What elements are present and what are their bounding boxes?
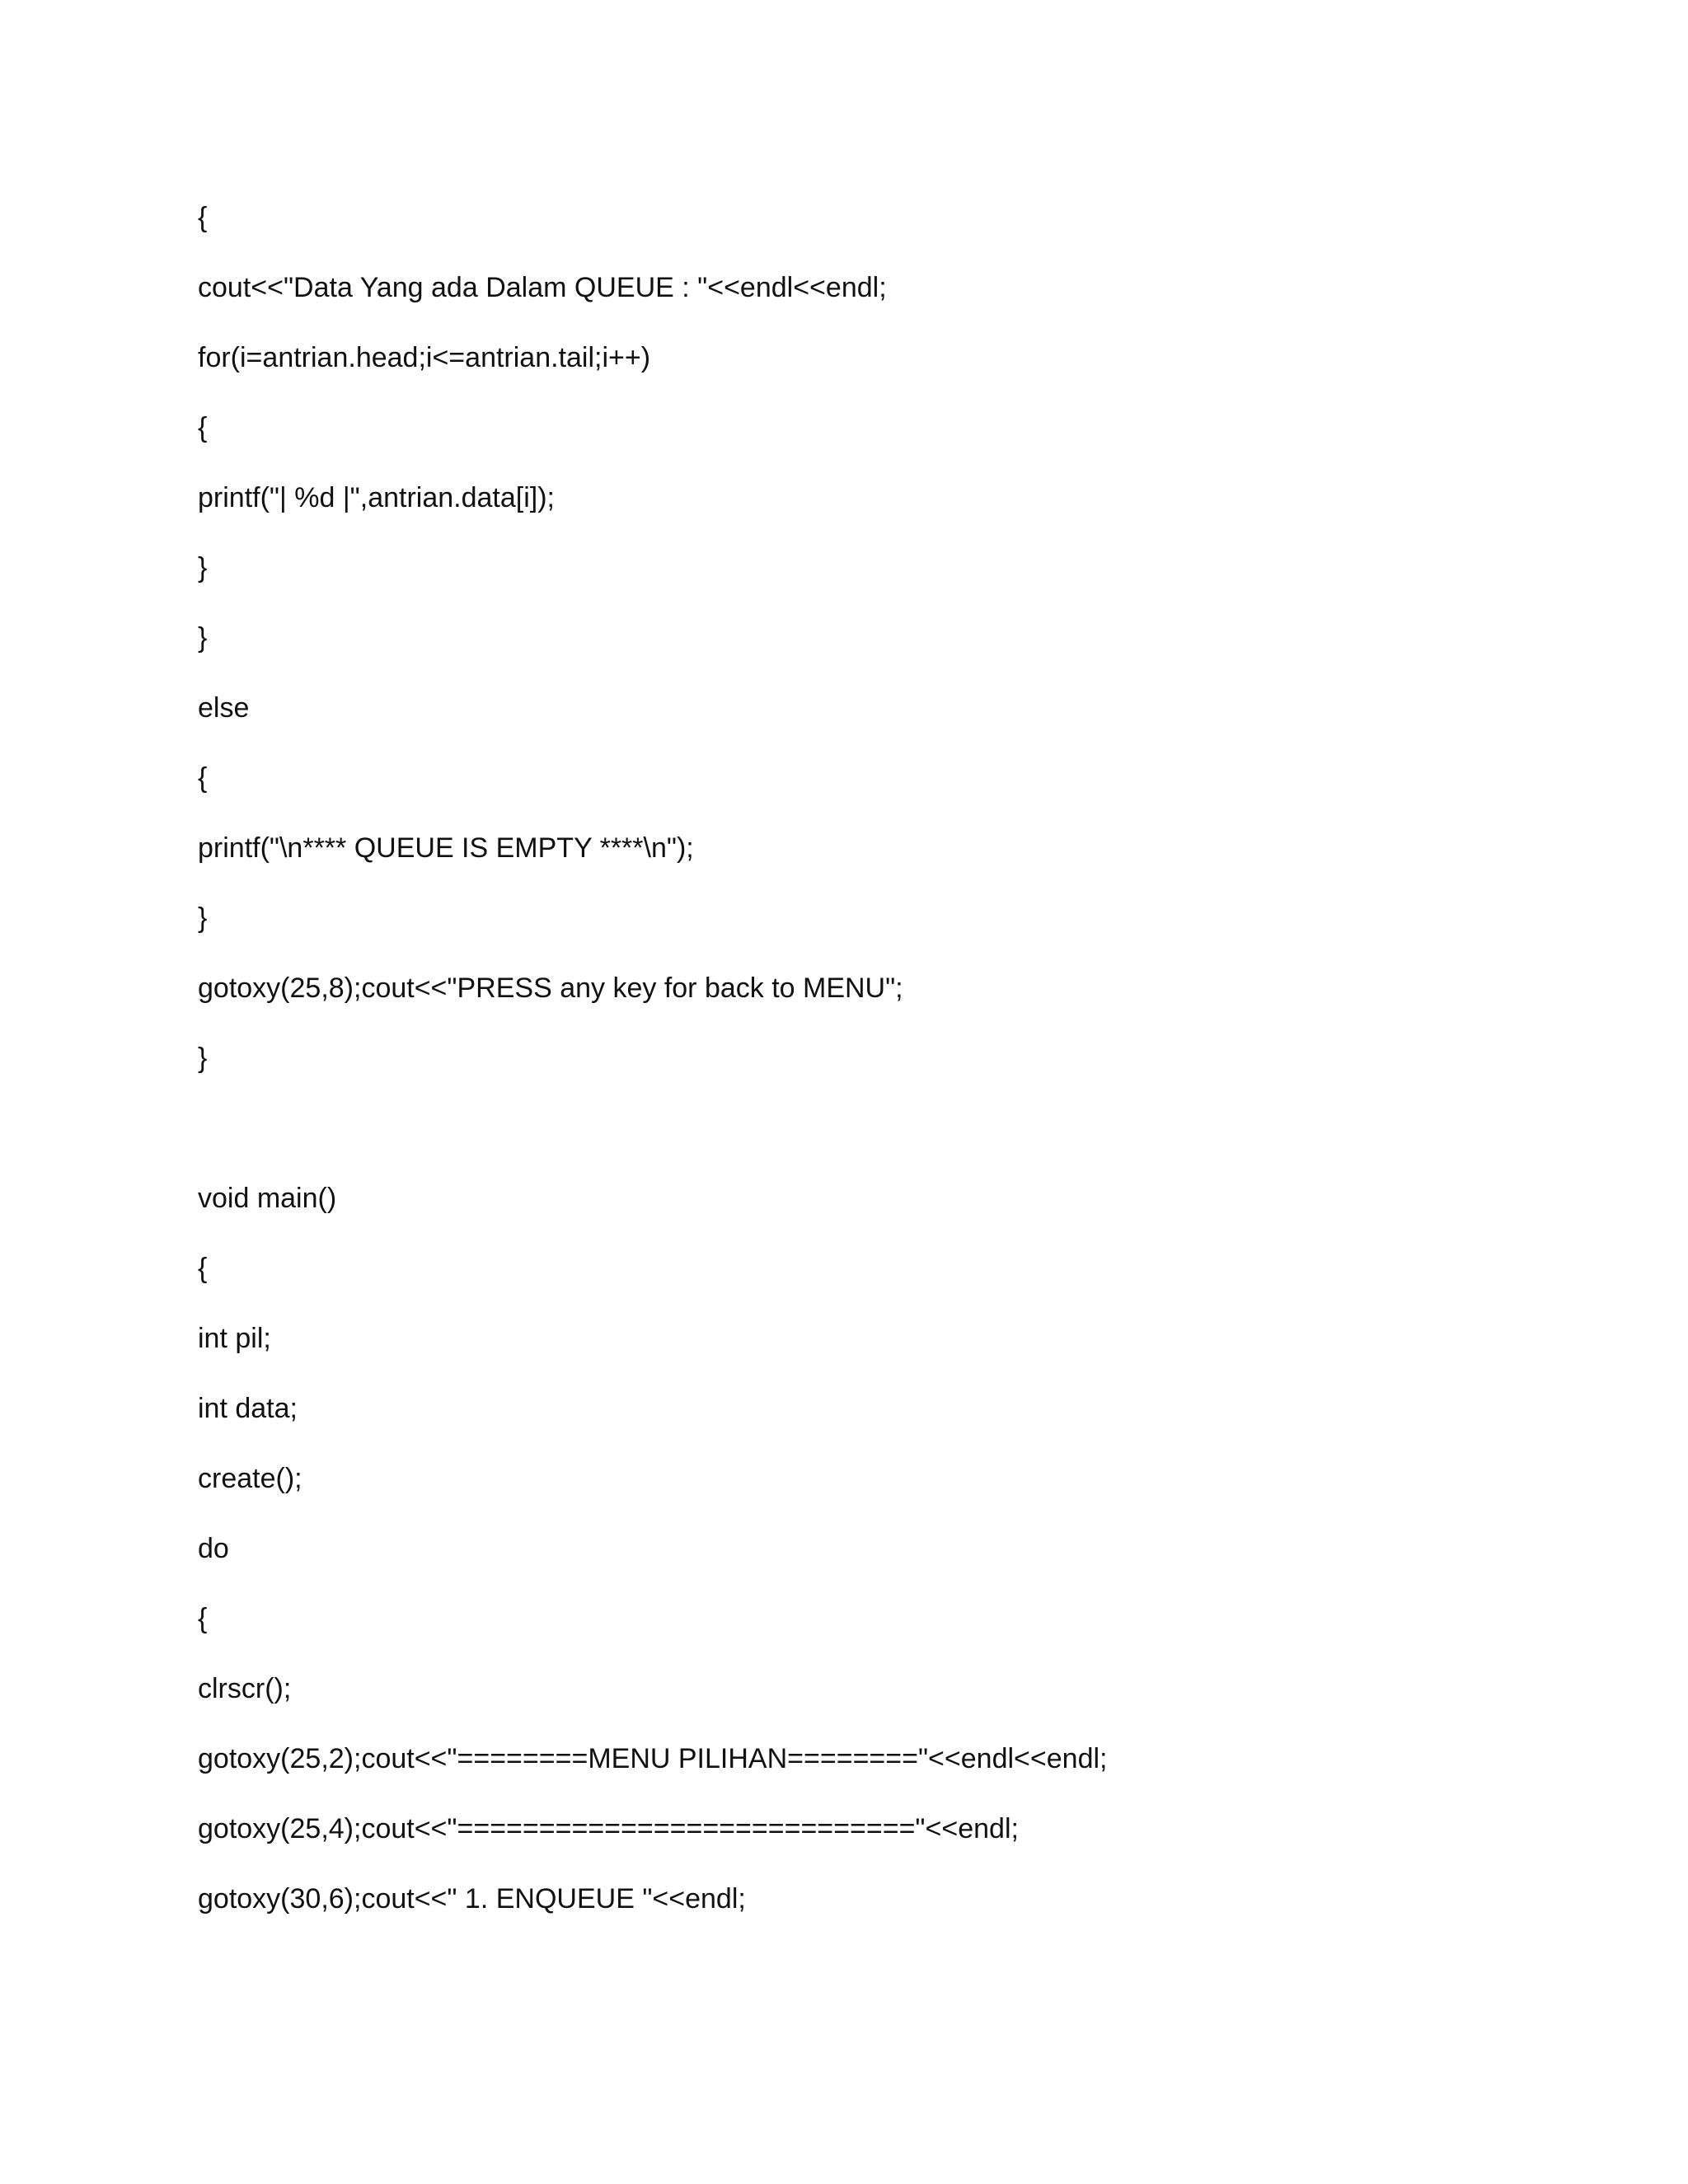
- code-line: {: [198, 202, 208, 233]
- code-line: gotoxy(30,6);cout<<" 1. ENQUEUE "<<endl;: [198, 1883, 746, 1915]
- blank-line: [198, 1102, 1517, 1172]
- code-line: printf("| %d |",antrian.data[i]);: [198, 482, 555, 513]
- code-line: for(i=antrian.head;i<=antrian.tail;i++): [198, 342, 651, 373]
- code-line: }: [198, 552, 208, 583]
- code-line: }: [198, 902, 208, 934]
- code-line: {: [198, 412, 208, 443]
- code-line: int pil;: [198, 1323, 271, 1354]
- code-line: gotoxy(25,2);cout<<"========MENU PILIHAN========"<<endl<<endl;: [198, 1743, 1108, 1774]
- code-line: }: [198, 622, 208, 654]
- code-line: int data;: [198, 1393, 298, 1424]
- code-line: }: [198, 1043, 208, 1074]
- code-line: {: [198, 1603, 208, 1634]
- code-line: void main(): [198, 1183, 337, 1214]
- code-line: cout<<"Data Yang ada Dalam QUEUE : "<<endl<<endl;: [198, 272, 887, 303]
- code-line: gotoxy(25,4);cout<<"============================"<<endl;: [198, 1813, 1019, 1844]
- code-line: {: [198, 1253, 208, 1284]
- code-line: gotoxy(25,8);cout<<"PRESS any key for back to MENU";: [198, 972, 903, 1004]
- code-line: clrscr();: [198, 1673, 292, 1704]
- code-line: printf("\n**** QUEUE IS EMPTY ****\n");: [198, 832, 694, 864]
- code-listing: [198, 191, 1517, 1943]
- code-line: else: [198, 692, 250, 724]
- code-line: create();: [198, 1463, 302, 1494]
- code-line: do: [198, 1533, 229, 1564]
- code-line: {: [198, 762, 208, 794]
